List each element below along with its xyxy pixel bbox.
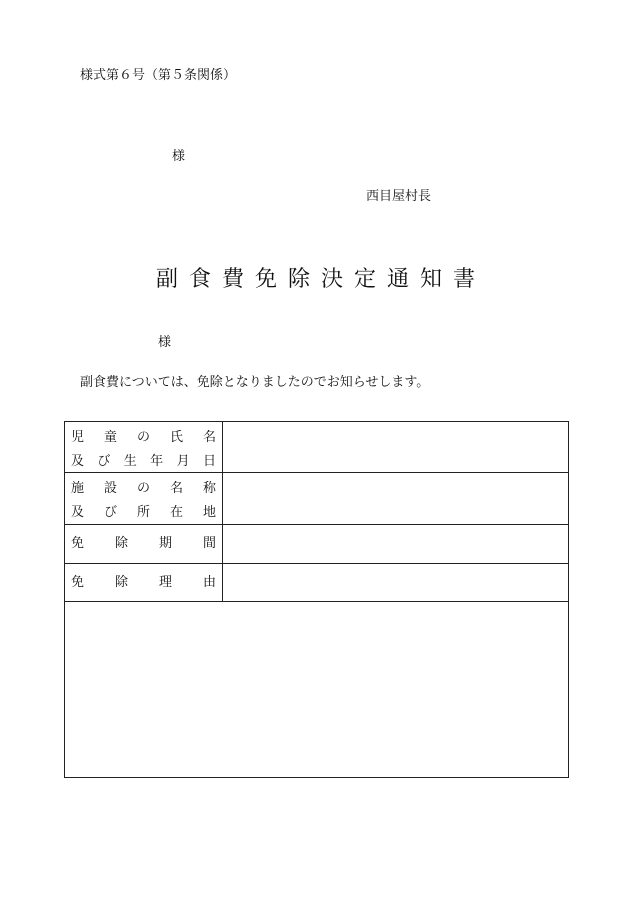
label-line-exemption-period <box>71 536 216 552</box>
table-row-exemption-period <box>65 525 568 564</box>
label-char: 期 <box>158 536 172 551</box>
label-char: 理 <box>158 574 172 590</box>
recipient-honorific-top: 様 <box>172 149 186 164</box>
label-char: 在 <box>169 505 183 520</box>
label-char: 由 <box>202 574 216 590</box>
label-line-exemption-reason <box>71 575 216 591</box>
label-char: 児 <box>71 430 85 445</box>
exemption-reason-detail-area[interactable] <box>65 602 568 777</box>
label-char: 称 <box>202 481 216 496</box>
label-char: 免 <box>71 536 85 551</box>
notice-body-text: 副食費については、免除となりましたのでお知らせします。 <box>80 375 430 390</box>
label-char: 免 <box>71 574 85 590</box>
label-char: 氏 <box>169 430 183 445</box>
label-char: 年 <box>150 454 164 469</box>
label-char: 設 <box>103 481 117 496</box>
form-number: 様式第６号（第５条関係） <box>80 68 237 83</box>
label-char: 名 <box>169 481 183 496</box>
label-char: 間 <box>202 536 216 551</box>
table-row-exemption-reason <box>65 564 568 602</box>
label-line-child-name <box>71 430 216 446</box>
table-row-facility-name-address <box>65 473 568 525</box>
label-line-facility-name <box>71 481 216 497</box>
label-char: の <box>136 430 150 445</box>
label-char: 及 <box>71 454 85 469</box>
label-exemption-period <box>65 525 223 563</box>
recipient-honorific-second: 様 <box>158 335 172 350</box>
label-char: 月 <box>176 454 190 469</box>
issuer-name: 西目屋村長 <box>366 189 432 204</box>
label-char: 除 <box>114 574 128 590</box>
notice-form-table <box>64 421 569 778</box>
value-exemption-period[interactable] <box>223 525 568 563</box>
label-char: の <box>136 481 150 496</box>
label-line-facility-address <box>71 505 216 521</box>
label-char: 及 <box>71 505 85 520</box>
table-row-child-name-birthdate <box>65 422 568 473</box>
label-char: 地 <box>202 505 216 520</box>
value-facility-name-address[interactable] <box>223 473 568 524</box>
label-char: 童 <box>103 430 117 445</box>
value-child-name-birthdate[interactable] <box>223 422 568 472</box>
label-char: び <box>103 505 117 520</box>
label-char: び <box>97 454 111 469</box>
label-facility-name-address <box>65 473 223 524</box>
label-char: 生 <box>123 454 137 469</box>
value-exemption-reason[interactable] <box>223 564 568 601</box>
label-child-name-birthdate <box>65 422 223 472</box>
document-title: 副食費免除決定通知書 <box>155 267 486 292</box>
label-exemption-reason <box>65 564 223 601</box>
label-char: 施 <box>71 481 85 496</box>
label-char: 除 <box>114 536 128 551</box>
label-line-birthdate <box>71 454 216 470</box>
label-char: 日 <box>202 454 216 469</box>
label-char: 所 <box>136 505 150 520</box>
label-char: 名 <box>202 430 216 445</box>
